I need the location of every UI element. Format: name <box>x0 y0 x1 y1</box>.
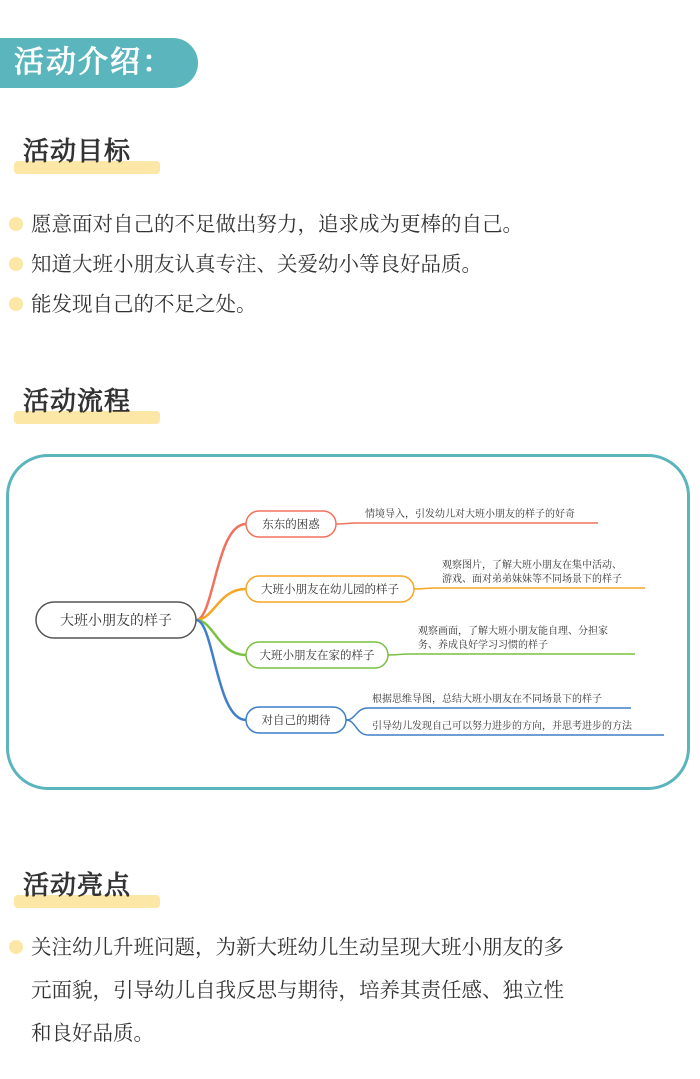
connector-branch-4 <box>196 620 246 720</box>
list-item-text: 能发现自己的不足之处。 <box>31 292 257 316</box>
paragraph-line: 元面貌，引导幼儿自我反思与期待，培养其责任感、独立性 <box>31 978 564 1002</box>
mindmap-note: 情境导入，引发幼儿对大班小朋友的样子的好奇 <box>365 509 575 520</box>
mindmap-note: 观察图片，了解大班小朋友在集中活动、 <box>442 560 622 571</box>
mindmap-branch-label: 东东的困惑 <box>262 517 320 531</box>
section-heading-goals <box>14 134 131 174</box>
list-item <box>0 244 700 284</box>
bullet-dot-icon <box>9 940 23 954</box>
highlights-list <box>0 926 700 1055</box>
mindmap-frame <box>6 454 690 790</box>
mindmap-branch-label: 大班小朋友在家的样子 <box>259 648 375 662</box>
mindmap-note: 游戏、面对弟弟妹妹等不同场景下的样子 <box>442 574 622 585</box>
list-item-text: 知道大班小朋友认真专注、关爱幼小等良好品质。 <box>31 252 482 276</box>
list-item <box>0 284 700 324</box>
section-heading-process <box>14 384 131 424</box>
list-item-text: 愿意面对自己的不足做出努力，追求成为更棒的自己。 <box>31 212 523 236</box>
mindmap-root-label: 大班小朋友的样子 <box>60 613 172 629</box>
bullet-dot-icon <box>9 257 23 271</box>
mindmap-note: 根据思维导图，总结大班小朋友在不同场景下的样子 <box>372 694 602 705</box>
mindmap-note: 观察画面，了解大班小朋友能自理、分担家 <box>418 626 608 637</box>
mindmap-note: 引导幼儿发现自己可以努力进步的方向，并思考进步的方法 <box>372 721 632 732</box>
page-title: 活动介绍： <box>0 38 198 88</box>
connector-note <box>388 654 635 655</box>
connector-note <box>346 708 631 720</box>
connector-note <box>414 588 645 589</box>
mindmap <box>6 454 690 790</box>
mindmap-branch-label: 大班小朋友在幼儿园的样子 <box>261 582 399 596</box>
connector-branch-1 <box>196 524 246 620</box>
section-heading-text: 活动流程 <box>23 387 132 417</box>
mindmap-branch-label: 对自己的期待 <box>261 713 331 727</box>
section-heading-highlights <box>14 868 131 908</box>
mindmap-note: 务、养成良好学习习惯的样子 <box>418 640 548 651</box>
section-heading-text: 活动亮点 <box>23 871 132 901</box>
goals-list <box>0 204 700 324</box>
paragraph-line: 和良好品质。 <box>31 1021 154 1045</box>
bullet-dot-icon <box>9 217 23 231</box>
list-item <box>0 926 700 1055</box>
bullet-dot-icon <box>9 297 23 311</box>
section-heading-text: 活动目标 <box>23 137 132 167</box>
paragraph-line: 关注幼儿升班问题，为新大班幼儿生动呈现大班小朋友的多 <box>31 935 564 959</box>
list-item <box>0 204 700 244</box>
connector-note <box>336 523 598 524</box>
